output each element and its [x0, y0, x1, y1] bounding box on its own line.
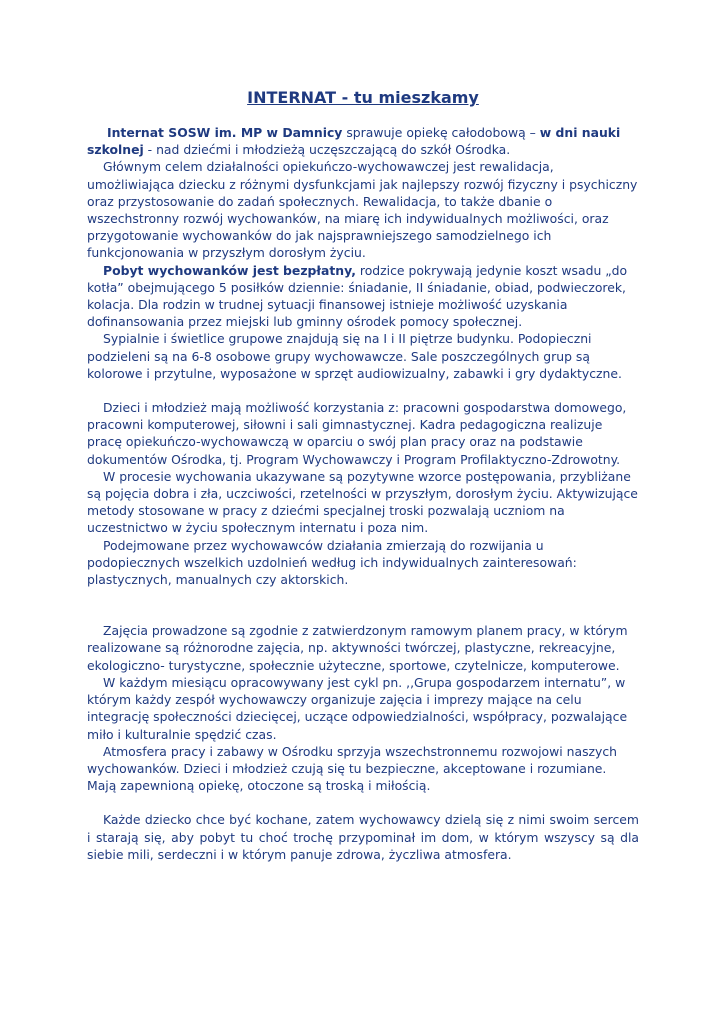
- paragraph-fees: [87, 262, 639, 331]
- paragraph-goal: Głównym celem działalności opiekuńczo-wychowawczej jest rewalidacja, umożliwiająca dziecku z różnymi dysfunkcjami jak najlepszy rozwój fizyczny i psychiczny oraz przystosowanie do zadań społecznych. Rewalidacja, to także dbanie o wszechstronny rozwój wychowanków, na miarę ich indywidualnych możliwości, oraz przygotowanie wychowanków do jak najsprawniejszego samodzielnego ich funkcjonowania w przyszłym dorosłym życiu.: [87, 159, 638, 261]
- paragraph-education: W procesie wychowania ukazywane są pozytywne wzorce postępowania, przybliżane są pojęcia dobra i zła, uczciwości, rzetelności w przyszłym, dorosłym życiu. Aktywizujące metody stosowane w pracy z dziećmi specjalnej troski pozwalają uczniom na uczestnictwo w życiu społecznym internatu i poza nim.: [87, 468, 638, 536]
- paragraph-atmosphere: Atmosfera pracy i zabawy w Ośrodku sprzyja wszechstronnemu rozwojowi naszych wychowanków. Dzieci i młodzież czują się tu bezpieczne, akceptowane i rozumiane. Mają zapewnioną opiekę, otoczone są troską i miłością.: [87, 743, 618, 794]
- paragraph-activities: Zajęcia prowadzone są zgodnie z zatwierdzonym ramowym planem pracy, w którym realizowane są różnorodne zajęcia, np. aktywności twórczej, plastyczne, rekreacyjne, ekologiczno- turystyczne, społecznie użyteczne, sportowe, czytelnicze, komputerowe.: [87, 623, 628, 673]
- spacer: [87, 588, 639, 622]
- intro-bold-schooldays: w dni nauki szkolnej: [87, 125, 621, 158]
- fees-bold: Pobyt wychowanków jest bezpłatny,: [103, 262, 356, 278]
- paragraph-intro: [87, 124, 639, 158]
- page-title: INTERNAT - tu mieszkamy: [247, 88, 479, 107]
- intro-bold-name: Internat SOSW im. MP w Damnicy: [107, 125, 343, 140]
- intro-text-2: - nad dziećmi i młodzieżą uczęszczającą do szkół Ośrodka.: [143, 142, 511, 158]
- paragraph-facilities: Dzieci i młodzież mają możliwość korzystania z: pracowni gospodarstwa domowego, pracowni komputerowej, siłowni i sali gimnastycznej. Kadra pedagogiczna realizuje pracę opiekuńczo-wychowawczą w oparciu o swój plan pracy oraz na podstawie dokumentów Ośrodka, tj. Program Wychowawczy i Program Profilaktyczno-Zdrowotny.: [87, 400, 627, 467]
- document-page: [87, 88, 639, 863]
- paragraph-closing: Każde dziecko chce być kochane, zatem wychowawcy dzielą się z nimi swoim sercem i starają się, aby pobyt tu choć trochę przypominał im dom, w którym wszyscy są dla siebie mili, serdeczni i w którym panuje zdrowa, życzliwa atmosfera.: [87, 812, 639, 862]
- paragraph-monthly-cycle: W każdym miesiącu opracowywany jest cykl pn. ,,Grupa gospodarzem internatu”, w którym każdy zespół wychowawczy organizuje zajęcia i imprezy mające na celu integrację społeczności dziecięcej, uczące odpowiedzialności, współpracy, pozwalające miło i kulturalnie spędzić czas.: [87, 674, 628, 742]
- spacer: [87, 794, 639, 811]
- paragraph-rooms: Sypialnie i świetlice grupowe znajdują się na I i II piętrze budynku. Podopieczni podzieleni są na 6-8 osobowe grupy wychowawcze. Sale poszczególnych grup są kolorowe i przytulne, wyposażone w sprzęt audiowizualny, zabawki i gry dydaktyczne.: [87, 331, 622, 381]
- fees-text: rodzice pokrywają jedynie koszt wsadu „do kotła” obejmującego 5 posiłków dziennie: śniadanie, II śniadanie, obiad, podwieczorek, kolacja. Dla rodzin w trudnej sytuacji finansowej istnieje możliwość uzyskania dofinansowania przez miejski lub gminny ośrodek pomocy społecznej.: [87, 262, 628, 330]
- paragraph-talents: Podejmowane przez wychowawców działania zmierzają do rozwijania u podopiecznych wszelkich uzdolnień według ich indywidualnych zainteresowań: plastycznych, manualnych czy aktorskich.: [87, 537, 577, 588]
- spacer: [87, 382, 639, 399]
- intro-text-1: sprawuje opiekę całodobową –: [342, 125, 540, 140]
